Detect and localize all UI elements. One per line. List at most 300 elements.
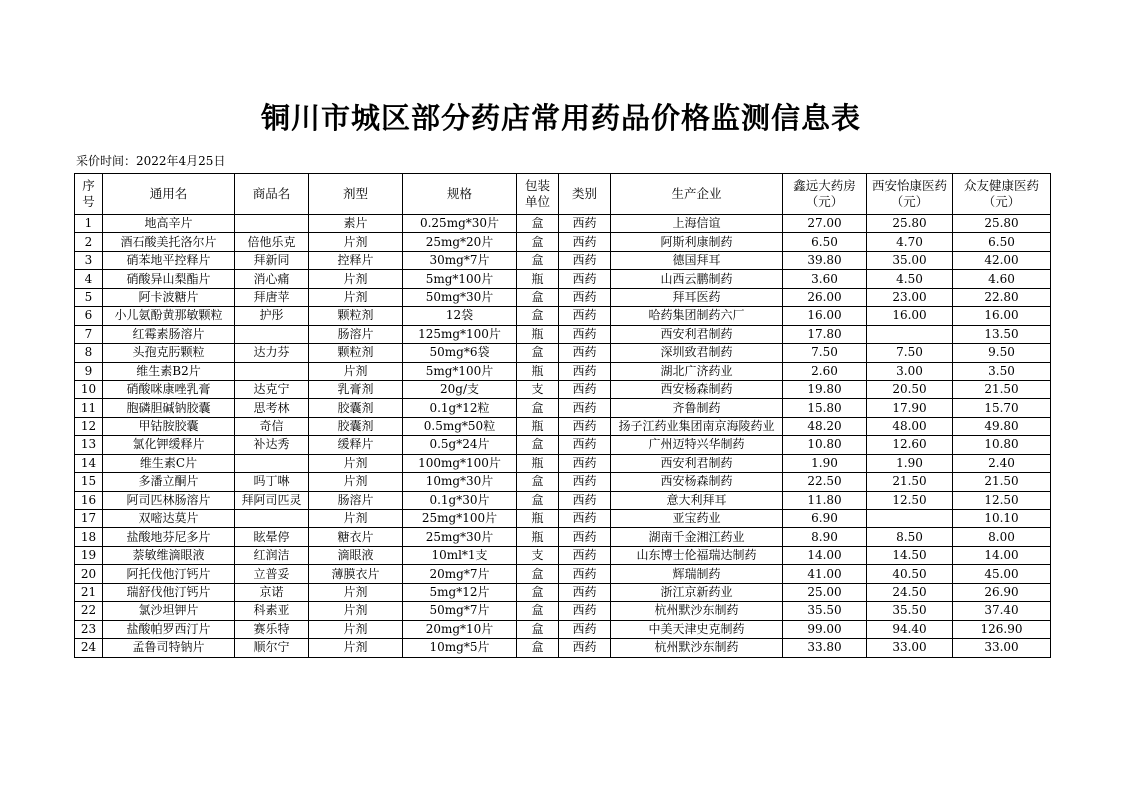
cell-unit: 瓶 [517,454,559,472]
cell-price-store1: 6.50 [783,233,867,251]
cell-price-store2: 14.50 [867,546,953,564]
cell-spec: 100mg*100片 [403,454,517,472]
cell-generic-name: 地高辛片 [103,215,235,233]
cell-dosage-form: 肠溶片 [309,325,403,343]
cell-dosage-form: 胶囊剂 [309,417,403,435]
cell-price-store2: 7.50 [867,344,953,362]
cell-dosage-form: 片剂 [309,602,403,620]
cell-generic-name: 头孢克肟颗粒 [103,344,235,362]
cell-spec: 50mg*30片 [403,288,517,306]
cell-brand-name: 达力芬 [235,344,309,362]
cell-price-store3: 42.00 [953,251,1051,269]
cell-price-store1: 39.80 [783,251,867,269]
cell-unit: 支 [517,546,559,564]
cell-manufacturer: 山西云鹏制药 [611,270,783,288]
cell-manufacturer: 扬子江药业集团南京海陵药业 [611,417,783,435]
cell-dosage-form: 片剂 [309,639,403,657]
cell-price-store2: 21.50 [867,473,953,491]
cell-price-store1: 35.50 [783,602,867,620]
cell-category: 西药 [559,362,611,380]
header-store3-line2: （元） [982,194,1021,209]
cell-generic-name: 瑞舒伐他汀钙片 [103,583,235,601]
table-row [75,215,1051,233]
cell-price-store1: 99.00 [783,620,867,638]
cell-brand-name: 立普妥 [235,565,309,583]
collection-time: 采价时间：2022年4月25日 [76,154,226,168]
cell-dosage-form: 片剂 [309,233,403,251]
cell-price-store2: 3.00 [867,362,953,380]
cell-price-store1: 10.80 [783,436,867,454]
cell-category: 西药 [559,473,611,491]
cell-price-store2: 16.00 [867,307,953,325]
table-row [75,251,1051,269]
cell-price-store2: 12.50 [867,491,953,509]
cell-spec: 25mg*100片 [403,510,517,528]
cell-price-store3: 6.50 [953,233,1051,251]
cell-brand-name: 拜唐苹 [235,288,309,306]
header-unit-line1: 包装 [524,178,550,193]
cell-brand-name: 思考林 [235,399,309,417]
table-row [75,344,1051,362]
cell-dosage-form: 颗粒剂 [309,344,403,362]
cell-category: 西药 [559,307,611,325]
cell-price-store1: 33.80 [783,639,867,657]
cell-price-store3: 21.50 [953,380,1051,398]
cell-generic-name: 孟鲁司特钠片 [103,639,235,657]
cell-price-store1: 7.50 [783,344,867,362]
cell-price-store3: 8.00 [953,528,1051,546]
cell-unit: 盒 [517,399,559,417]
table-row [75,436,1051,454]
table-row [75,602,1051,620]
table-row [75,565,1051,583]
header-unit-line2: 单位 [524,194,550,209]
cell-spec: 10mg*5片 [403,639,517,657]
table-row [75,233,1051,251]
cell-price-store2: 94.40 [867,620,953,638]
cell-price-store3: 12.50 [953,491,1051,509]
cell-generic-name: 阿托伐他汀钙片 [103,565,235,583]
cell-generic-name: 多潘立酮片 [103,473,235,491]
cell-manufacturer: 深圳致君制药 [611,344,783,362]
cell-brand-name: 拜阿司匹灵 [235,491,309,509]
cell-price-store3: 9.50 [953,344,1051,362]
table-row [75,362,1051,380]
header-spec: 规格 [403,174,517,215]
cell-seq: 12 [75,417,103,435]
cell-spec: 10mg*30片 [403,473,517,491]
cell-category: 西药 [559,639,611,657]
cell-dosage-form: 片剂 [309,473,403,491]
cell-price-store1: 41.00 [783,565,867,583]
cell-price-store3: 4.60 [953,270,1051,288]
cell-brand-name [235,454,309,472]
table-row [75,620,1051,638]
cell-dosage-form: 片剂 [309,288,403,306]
header-category: 类别 [559,174,611,215]
cell-price-store1: 25.00 [783,583,867,601]
cell-generic-name: 氯沙坦钾片 [103,602,235,620]
cell-price-store3: 26.90 [953,583,1051,601]
header-generic: 通用名 [103,174,235,215]
cell-seq: 3 [75,251,103,269]
cell-category: 西药 [559,602,611,620]
cell-seq: 16 [75,491,103,509]
cell-generic-name: 萘敏维滴眼液 [103,546,235,564]
header-store2-line2: （元） [890,194,929,209]
cell-dosage-form: 薄膜衣片 [309,565,403,583]
cell-price-store3: 37.40 [953,602,1051,620]
cell-category: 西药 [559,251,611,269]
cell-generic-name: 盐酸帕罗西汀片 [103,620,235,638]
cell-generic-name: 硝酸异山梨酯片 [103,270,235,288]
cell-seq: 18 [75,528,103,546]
cell-spec: 0.25mg*30片 [403,215,517,233]
header-unit [517,174,559,215]
cell-generic-name: 维生素C片 [103,454,235,472]
cell-price-store3: 14.00 [953,546,1051,564]
cell-category: 西药 [559,380,611,398]
cell-brand-name: 红润洁 [235,546,309,564]
cell-price-store2: 17.90 [867,399,953,417]
cell-unit: 瓶 [517,362,559,380]
table-row [75,491,1051,509]
cell-price-store3: 49.80 [953,417,1051,435]
cell-seq: 2 [75,233,103,251]
cell-unit: 支 [517,380,559,398]
cell-price-store3: 22.80 [953,288,1051,306]
cell-generic-name: 酒石酸美托洛尔片 [103,233,235,251]
cell-generic-name: 胞磷胆碱钠胶囊 [103,399,235,417]
cell-generic-name: 硝苯地平控释片 [103,251,235,269]
cell-price-store3: 2.40 [953,454,1051,472]
cell-spec: 125mg*100片 [403,325,517,343]
cell-spec: 5mg*100片 [403,362,517,380]
cell-unit: 盒 [517,215,559,233]
header-store1 [783,174,867,215]
cell-category: 西药 [559,528,611,546]
cell-spec: 20g/支 [403,380,517,398]
cell-price-store2: 23.00 [867,288,953,306]
cell-unit: 瓶 [517,528,559,546]
header-seq [75,174,103,215]
cell-brand-name: 拜新同 [235,251,309,269]
table-body [75,215,1051,658]
cell-price-store3: 15.70 [953,399,1051,417]
cell-brand-name: 倍他乐克 [235,233,309,251]
header-store2-line1: 西安怡康医药 [871,178,947,193]
cell-manufacturer: 齐鲁制药 [611,399,783,417]
cell-brand-name: 消心痛 [235,270,309,288]
cell-seq: 22 [75,602,103,620]
table-row [75,583,1051,601]
cell-manufacturer: 西安利君制药 [611,454,783,472]
cell-price-store2: 25.80 [867,215,953,233]
cell-category: 西药 [559,417,611,435]
cell-dosage-form: 滴眼液 [309,546,403,564]
cell-dosage-form: 片剂 [309,510,403,528]
cell-spec: 20mg*7片 [403,565,517,583]
cell-category: 西药 [559,510,611,528]
cell-price-store1: 6.90 [783,510,867,528]
cell-brand-name [235,325,309,343]
cell-unit: 盒 [517,639,559,657]
cell-category: 西药 [559,491,611,509]
cell-price-store1: 3.60 [783,270,867,288]
cell-price-store1: 26.00 [783,288,867,306]
cell-price-store2: 4.50 [867,270,953,288]
cell-price-store3: 126.90 [953,620,1051,638]
cell-seq: 17 [75,510,103,528]
cell-spec: 10ml*1支 [403,546,517,564]
cell-brand-name: 护彤 [235,307,309,325]
cell-seq: 4 [75,270,103,288]
cell-price-store1: 11.80 [783,491,867,509]
cell-seq: 8 [75,344,103,362]
cell-spec: 0.5mg*50粒 [403,417,517,435]
cell-seq: 20 [75,565,103,583]
cell-price-store2: 8.50 [867,528,953,546]
cell-manufacturer: 中美天津史克制药 [611,620,783,638]
cell-manufacturer: 意大利拜耳 [611,491,783,509]
cell-unit: 瓶 [517,510,559,528]
cell-generic-name: 盐酸地芬尼多片 [103,528,235,546]
cell-seq: 10 [75,380,103,398]
table-row [75,417,1051,435]
cell-generic-name: 阿卡波糖片 [103,288,235,306]
cell-category: 西药 [559,215,611,233]
cell-unit: 盒 [517,233,559,251]
cell-manufacturer: 浙江京新药业 [611,583,783,601]
cell-generic-name: 双嘧达莫片 [103,510,235,528]
cell-manufacturer: 阿斯利康制药 [611,233,783,251]
cell-seq: 14 [75,454,103,472]
cell-seq: 9 [75,362,103,380]
table-row [75,270,1051,288]
cell-price-store2: 33.00 [867,639,953,657]
header-seq-line1: 序 [82,178,95,193]
cell-generic-name: 甲钴胺胶囊 [103,417,235,435]
cell-manufacturer: 上海信谊 [611,215,783,233]
cell-brand-name: 赛乐特 [235,620,309,638]
cell-brand-name: 京诺 [235,583,309,601]
cell-unit: 盒 [517,473,559,491]
cell-spec: 30mg*7片 [403,251,517,269]
cell-unit: 盒 [517,307,559,325]
cell-price-store2: 35.00 [867,251,953,269]
header-store3 [953,174,1051,215]
table-row [75,473,1051,491]
cell-category: 西药 [559,454,611,472]
cell-price-store1: 1.90 [783,454,867,472]
cell-price-store2: 40.50 [867,565,953,583]
cell-manufacturer: 辉瑞制药 [611,565,783,583]
cell-generic-name: 氯化钾缓释片 [103,436,235,454]
cell-brand-name: 补达秀 [235,436,309,454]
cell-category: 西药 [559,399,611,417]
table-row [75,288,1051,306]
cell-unit: 盒 [517,491,559,509]
cell-manufacturer: 广州迈特兴华制药 [611,436,783,454]
table-row [75,510,1051,528]
cell-brand-name: 达克宁 [235,380,309,398]
cell-category: 西药 [559,325,611,343]
header-form: 剂型 [309,174,403,215]
cell-seq: 24 [75,639,103,657]
cell-generic-name: 红霉素肠溶片 [103,325,235,343]
table-row [75,307,1051,325]
cell-price-store3: 21.50 [953,473,1051,491]
cell-price-store3: 13.50 [953,325,1051,343]
cell-manufacturer: 德国拜耳 [611,251,783,269]
cell-dosage-form: 缓释片 [309,436,403,454]
cell-spec: 5mg*12片 [403,583,517,601]
cell-price-store2: 4.70 [867,233,953,251]
cell-price-store2: 24.50 [867,583,953,601]
cell-dosage-form: 颗粒剂 [309,307,403,325]
cell-manufacturer: 杭州默沙东制药 [611,639,783,657]
cell-price-store2 [867,510,953,528]
cell-seq: 13 [75,436,103,454]
cell-dosage-form: 素片 [309,215,403,233]
cell-category: 西药 [559,288,611,306]
cell-spec: 0.1g*12粒 [403,399,517,417]
cell-dosage-form: 糖衣片 [309,528,403,546]
cell-category: 西药 [559,344,611,362]
cell-price-store3: 16.00 [953,307,1051,325]
cell-price-store2: 20.50 [867,380,953,398]
cell-manufacturer: 亚宝药业 [611,510,783,528]
cell-price-store2: 1.90 [867,454,953,472]
cell-unit: 盒 [517,288,559,306]
cell-price-store1: 16.00 [783,307,867,325]
cell-manufacturer: 哈药集团制药六厂 [611,307,783,325]
cell-price-store1: 14.00 [783,546,867,564]
cell-brand-name: 科素亚 [235,602,309,620]
cell-price-store1: 27.00 [783,215,867,233]
cell-dosage-form: 片剂 [309,583,403,601]
cell-brand-name: 吗丁啉 [235,473,309,491]
cell-dosage-form: 肠溶片 [309,491,403,509]
header-maker: 生产企业 [611,174,783,215]
cell-dosage-form: 片剂 [309,454,403,472]
header-seq-line2: 号 [82,194,95,209]
cell-unit: 瓶 [517,417,559,435]
cell-manufacturer: 湖北广济药业 [611,362,783,380]
cell-seq: 21 [75,583,103,601]
cell-dosage-form: 片剂 [309,362,403,380]
header-store1-line2: （元） [805,194,844,209]
cell-manufacturer: 西安杨森制药 [611,380,783,398]
cell-unit: 盒 [517,565,559,583]
cell-seq: 5 [75,288,103,306]
cell-seq: 23 [75,620,103,638]
cell-spec: 50mg*6袋 [403,344,517,362]
cell-price-store2: 12.60 [867,436,953,454]
cell-generic-name: 阿司匹林肠溶片 [103,491,235,509]
cell-spec: 50mg*7片 [403,602,517,620]
cell-price-store1: 15.80 [783,399,867,417]
table-row [75,380,1051,398]
cell-seq: 11 [75,399,103,417]
cell-price-store3: 10.10 [953,510,1051,528]
cell-manufacturer: 拜耳医药 [611,288,783,306]
cell-price-store3: 10.80 [953,436,1051,454]
cell-generic-name: 小儿氨酚黄那敏颗粒 [103,307,235,325]
header-store3-line1: 众友健康医药 [963,178,1039,193]
cell-category: 西药 [559,620,611,638]
cell-brand-name: 顺尔宁 [235,639,309,657]
cell-manufacturer: 湖南千金湘江药业 [611,528,783,546]
cell-price-store1: 17.80 [783,325,867,343]
cell-manufacturer: 山东博士伦福瑞达制药 [611,546,783,564]
cell-price-store1: 2.60 [783,362,867,380]
cell-spec: 25mg*20片 [403,233,517,251]
cell-category: 西药 [559,233,611,251]
table-row [75,546,1051,564]
cell-brand-name [235,215,309,233]
table-row [75,639,1051,657]
cell-unit: 盒 [517,251,559,269]
cell-price-store3: 25.80 [953,215,1051,233]
cell-seq: 6 [75,307,103,325]
cell-spec: 12袋 [403,307,517,325]
cell-dosage-form: 控释片 [309,251,403,269]
cell-seq: 7 [75,325,103,343]
cell-dosage-form: 片剂 [309,270,403,288]
cell-unit: 盒 [517,344,559,362]
cell-unit: 盒 [517,620,559,638]
table-row [75,325,1051,343]
cell-category: 西药 [559,546,611,564]
table-row [75,528,1051,546]
table-header [75,174,1051,215]
cell-spec: 0.5g*24片 [403,436,517,454]
cell-price-store3: 45.00 [953,565,1051,583]
cell-spec: 5mg*100片 [403,270,517,288]
cell-price-store1: 22.50 [783,473,867,491]
cell-manufacturer: 杭州默沙东制药 [611,602,783,620]
cell-price-store3: 3.50 [953,362,1051,380]
cell-price-store3: 33.00 [953,639,1051,657]
cell-category: 西药 [559,565,611,583]
page-title: 铜川市城区部分药店常用药品价格监测信息表 [260,101,861,135]
cell-manufacturer: 西安利君制药 [611,325,783,343]
header-store1-line1: 鑫远大药房 [793,178,856,193]
cell-brand-name: 奇信 [235,417,309,435]
table-row [75,399,1051,417]
cell-unit: 盒 [517,602,559,620]
cell-dosage-form: 胶囊剂 [309,399,403,417]
price-table [74,173,1051,658]
header-store2 [867,174,953,215]
cell-generic-name: 维生素B2片 [103,362,235,380]
table-row [75,454,1051,472]
cell-generic-name: 硝酸咪康唑乳膏 [103,380,235,398]
header-brand: 商品名 [235,174,309,215]
cell-brand-name: 眩晕停 [235,528,309,546]
cell-price-store2: 48.00 [867,417,953,435]
cell-brand-name [235,510,309,528]
cell-price-store1: 19.80 [783,380,867,398]
cell-unit: 盒 [517,436,559,454]
cell-seq: 15 [75,473,103,491]
cell-dosage-form: 片剂 [309,620,403,638]
cell-spec: 0.1g*30片 [403,491,517,509]
cell-seq: 19 [75,546,103,564]
cell-price-store1: 48.20 [783,417,867,435]
cell-category: 西药 [559,436,611,454]
